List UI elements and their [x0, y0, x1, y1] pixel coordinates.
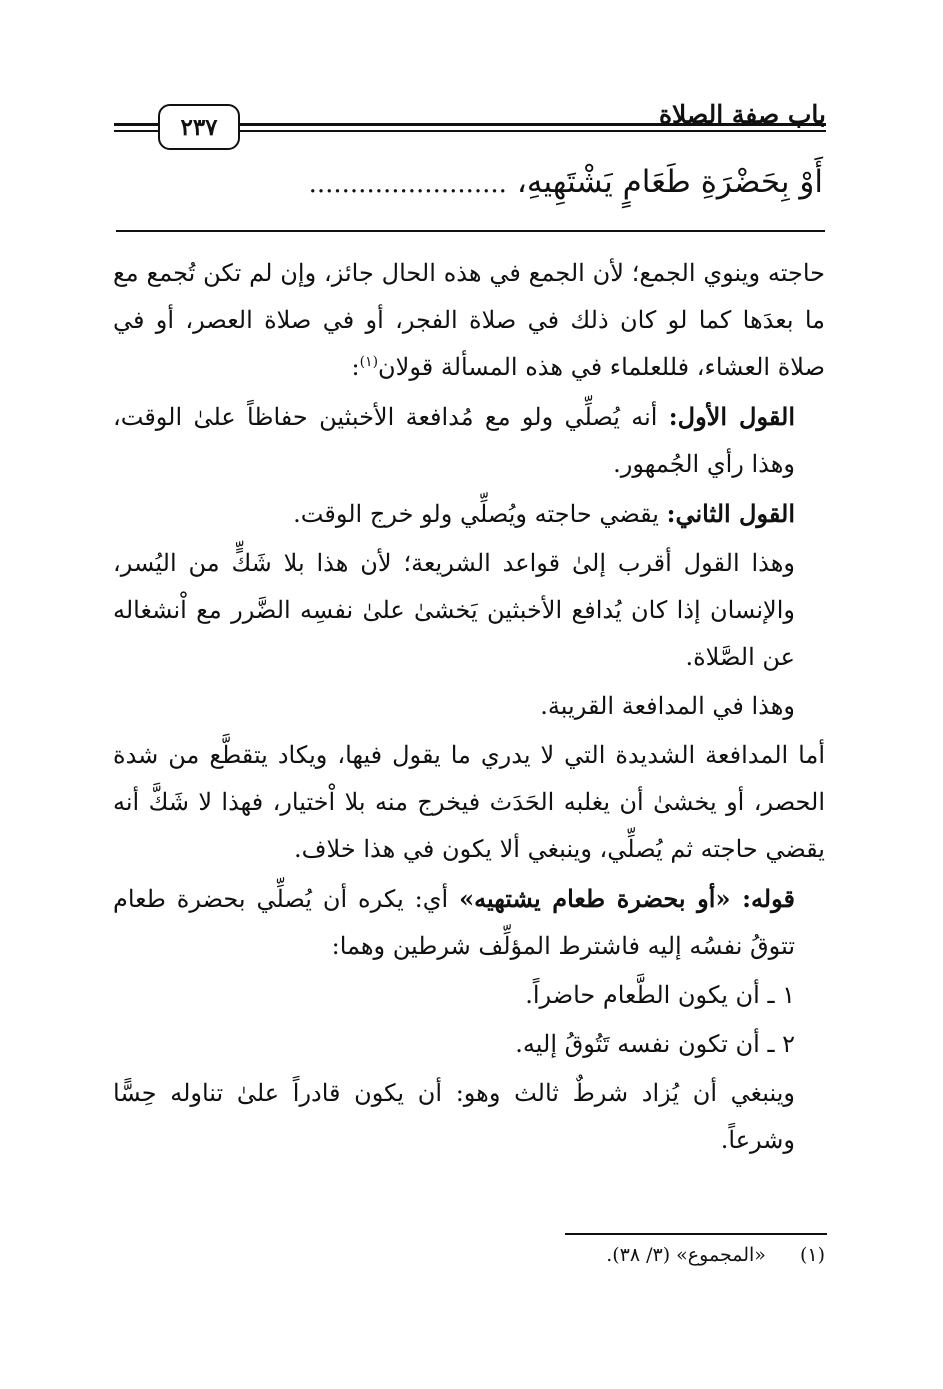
- page-number: ٢٣٧: [158, 104, 240, 150]
- commentary-body: [113, 250, 825, 1166]
- condition-1: ١ ـ أن يكون الطَّعام حاضراً.: [525, 981, 795, 1009]
- footnote-text: «المجموع» (٣/ ٣٨).: [606, 1244, 766, 1266]
- paragraph-first-opinion: القول الأول: أنه يُصلِّي ولو مع مُدافعة الأخبثين حفاظاً علىٰ الوقت، وهذا رأي الجُمهور.: [113, 402, 796, 478]
- paragraph-6: أما المدافعة الشديدة التي لا يدري ما يقول فيها، ويكاد يتقطَّع من شدة الحصر، أو يخشىٰ أن يغلبه الحَدَث فيخرج منه بلا اْختيار، فهذا لا شَكَّ أنه يقضي حاجته ثم يُصلِّي، وينبغي ألا يكون في هذا خلاف.: [113, 741, 825, 863]
- paragraph-5: وهذا في المدافعة القريبة.: [540, 692, 795, 720]
- quote-label: قوله:: [742, 884, 795, 913]
- second-opinion-label: القول الثاني:: [666, 499, 795, 528]
- footnote: [113, 1244, 825, 1266]
- paragraph-second-opinion: القول الثاني: يقضي حاجته ويُصلِّي ولو خرج الوقت.: [293, 499, 795, 528]
- paragraph-4: وهذا القول أقرب إلىٰ قواعد الشريعة؛ لأن هذا بلا شَكٍّ من اليُسر، والإنسان إذا كان يُدافع الأخبثين يَخشىٰ علىٰ نفسِه الضَّرر مع اْنشغاله عن الصَّلاة.: [113, 549, 795, 671]
- matn-divider: [116, 230, 825, 232]
- condition-2: ٢ ـ أن تكون نفسه تَتُوقُ إليه.: [515, 1030, 795, 1058]
- paragraph-1: حاجته وينوي الجمع؛ لأن الجمع في هذه الحال جائز، وإن لم تكن تُجمع مع ما بعدَها كما لو كان ذلك في صلاة الفجر، أو في صلاة العصر، أو في صلاة العشاء، فللعلماء في هذه المسألة قولان$^{(١)}$:: [113, 259, 825, 381]
- first-opinion-label: القول الأول:: [668, 402, 796, 431]
- matn-dots: ........................: [308, 169, 507, 199]
- footnote-ref: (١): [359, 354, 379, 370]
- paragraph-10: وينبغي أن يُزاد شرطٌ ثالث وهو: أن يكون قادراً علىٰ تناوله حِسًّا وشرعاً.: [113, 1079, 795, 1154]
- footnote-number: (١): [799, 1244, 825, 1266]
- page-header: [114, 96, 826, 156]
- matn-text: أَوْ بِحَضْرَةِ طَعَامٍ يَشْتَهِيهِ،: [516, 164, 823, 200]
- matn-line: [118, 164, 823, 200]
- paragraph-7: قوله: «أو بحضرة طعام يشتهيه» أي: يكره أن يُصلِّي بحضرة طعام تتوقُ نفسُه إليه فاشترط المؤلِّف شرطين وهما:: [113, 884, 795, 960]
- quoted-matn: «أو بحضرة طعام يشتهيه»: [459, 884, 743, 913]
- footnote-divider: [565, 1233, 827, 1235]
- chapter-title: باب صفة الصلاة: [658, 100, 826, 129]
